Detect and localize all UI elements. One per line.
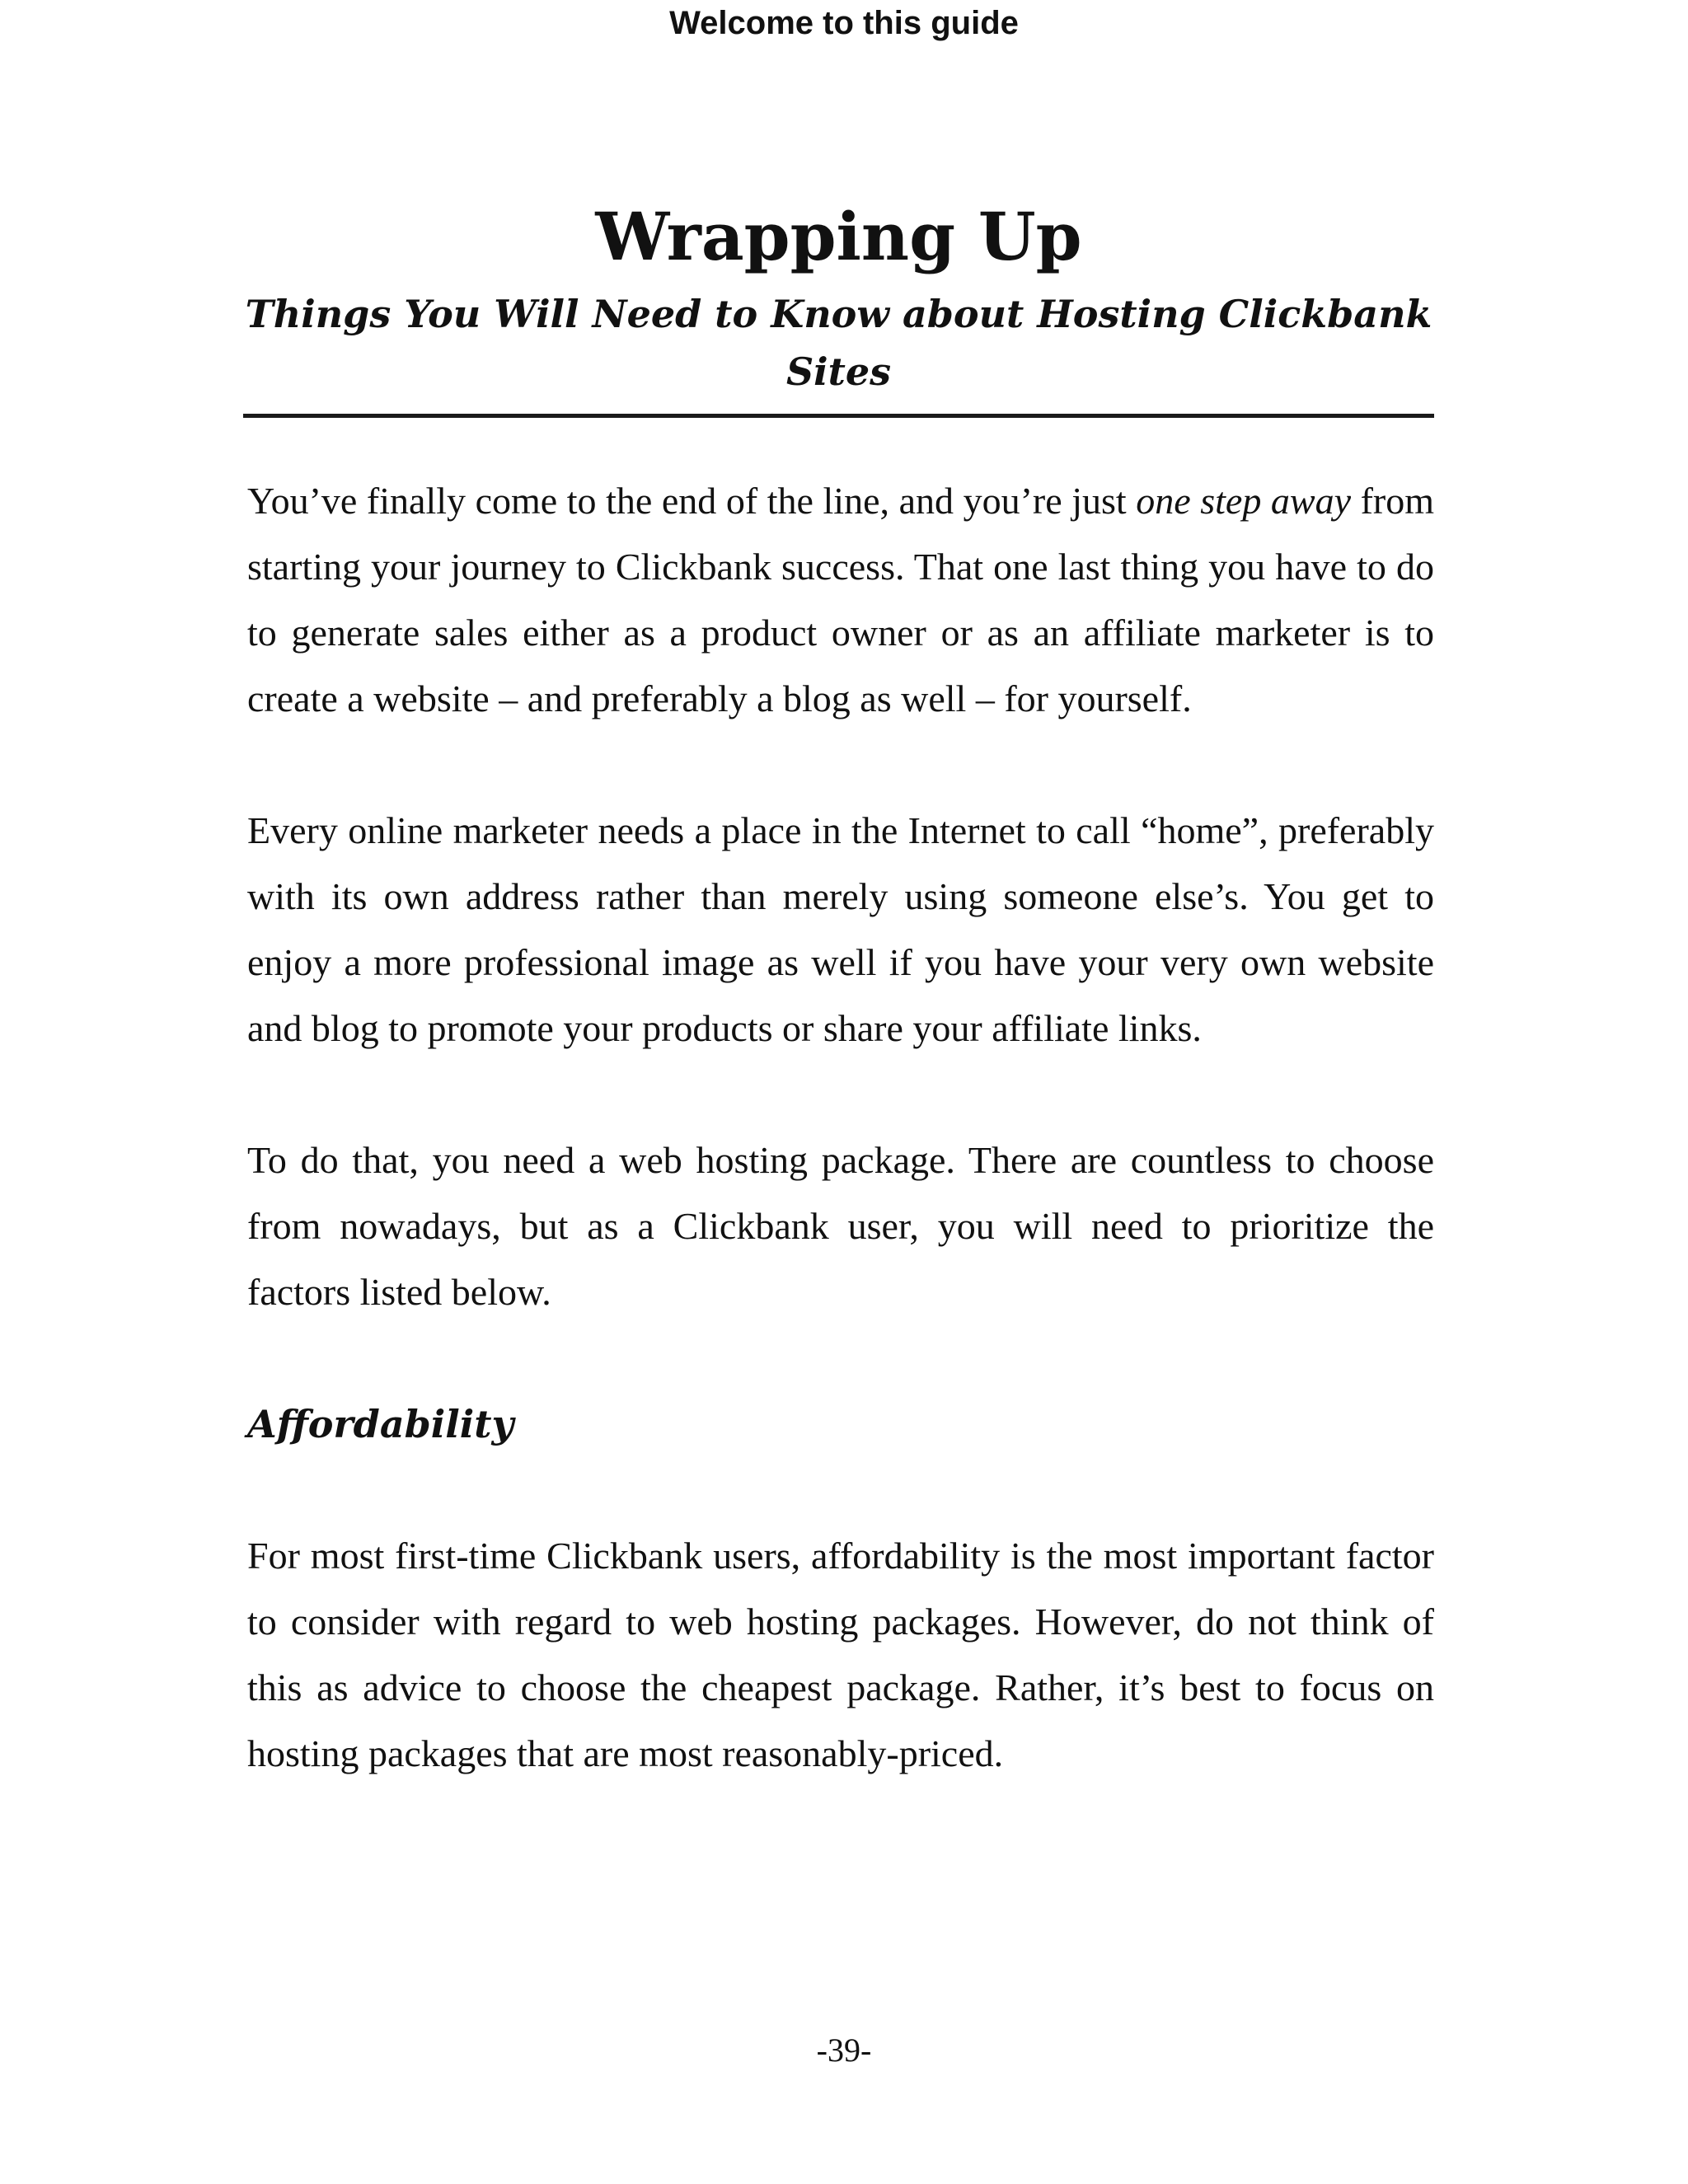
chapter-title-block	[243, 191, 1434, 418]
running-header: Welcome to this guide	[669, 5, 1019, 41]
page-title: Wrapping Up	[595, 198, 1082, 275]
paragraph-intro-lead: You’ve finally come to the end of the line, and you’re just	[247, 480, 1137, 522]
page-subtitle: Things You Will Need to Know about Hosting Clickbank Sites	[245, 292, 1432, 394]
paragraph-intro	[247, 468, 1434, 732]
page-number: -39-	[816, 2032, 872, 2069]
paragraph-intro-rest: from starting your journey to Clickbank success. That one last thing you have to do to generate sales either as a product owner or as an affiliate marketer is to create a website – and preferably a blog as well – for yourself.	[247, 480, 1434, 719]
section-heading-affordability: Affordability	[247, 1402, 514, 1446]
paragraph-affordability: For most first-time Clickbank users, affordability is the most important factor to consider with regard to web hosting packages. However, do not think of this as advice to choose the cheapest package. Rather, it’s best to focus on hosting packages that are most reasonably-priced.	[247, 1535, 1434, 1774]
paragraph-intro-emphasis: one step away	[1136, 480, 1351, 522]
paragraph-hosting: To do that, you need a web hosting package. There are countless to choose from nowadays, but as a Clickbank user, you will need to prioritize the factors listed below.	[247, 1139, 1434, 1313]
page-content	[247, 468, 1434, 1787]
paragraph-home: Every online marketer needs a place in the Internet to call “home”, preferably with its own address rather than merely using someone else’s. You get to enjoy a more professional image as well if you have your very own website and blog to promote your products or share your affiliate links.	[247, 809, 1434, 1049]
